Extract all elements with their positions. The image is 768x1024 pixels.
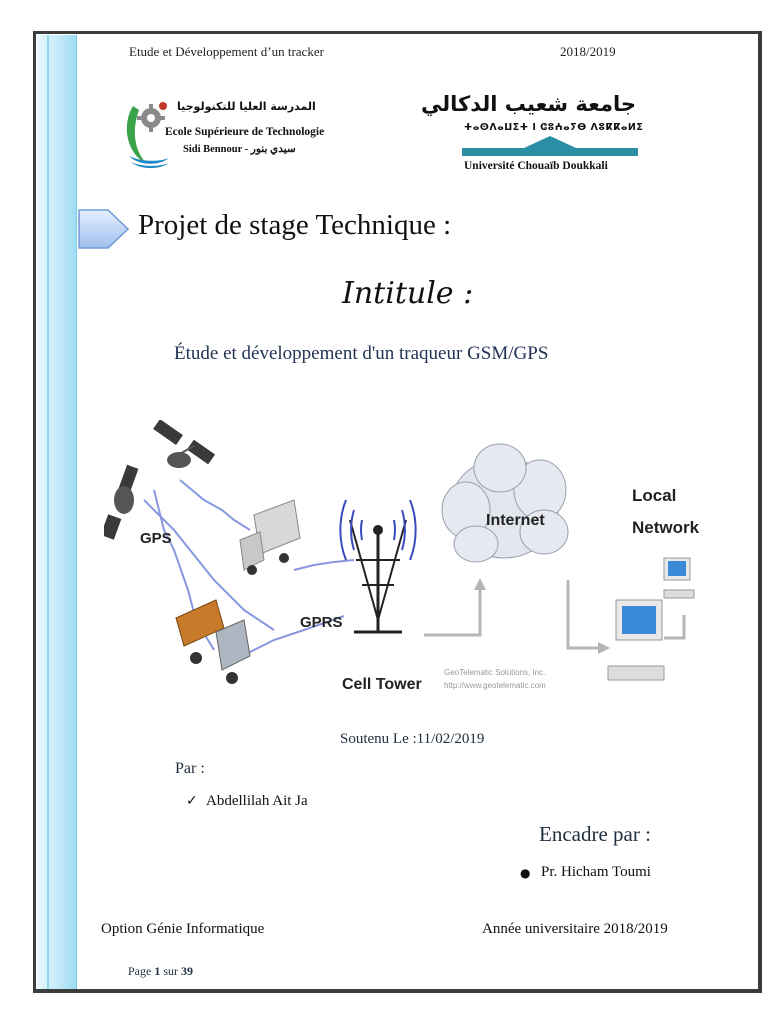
gps-tracking-diagram [104, 420, 704, 705]
university-logo [421, 92, 644, 178]
page-title: Projet de stage Technique : [138, 209, 452, 241]
title-arrow-icon [78, 207, 130, 251]
header-doc-title: Etude et Développement d’un tracker [129, 44, 324, 59]
internet-cloud-icon [442, 444, 568, 562]
student-name: Abdellilah Ait Ja [206, 793, 308, 809]
truck-icon [176, 600, 250, 684]
page-number: Page 1 sur 39 [128, 964, 193, 978]
truck-icon [240, 500, 300, 575]
est-logo [125, 96, 325, 170]
est-name: Ecole Supérieure de Technologie [165, 126, 325, 138]
defense-date: Soutenu Le :11/02/2019 [340, 731, 485, 747]
bullet-icon: ● [520, 866, 531, 880]
cell-tower-icon [340, 500, 415, 632]
supervisor-name: Pr. Hicham Toumi [541, 864, 651, 880]
encadre-label: Encadre par : [539, 822, 651, 846]
footer-option: Option Génie Informatique [101, 921, 265, 937]
satellite-icon [153, 420, 215, 468]
computer-icon [608, 600, 664, 680]
diagram-gprs-label: GPRS [300, 614, 343, 631]
satellite-icon [104, 465, 138, 540]
project-subtitle: Étude et développement d'un traqueur GSM/GPS [174, 343, 549, 364]
header-year: 2018/2019 [560, 44, 616, 59]
est-city: Sidi Bennour - سيدي بنور [183, 144, 296, 155]
est-arabic-name: المدرسة العليا للتكنولوجيا [177, 100, 316, 113]
intitule-heading: Intitule : [342, 276, 474, 311]
diagram-internet-label: Internet [486, 512, 545, 529]
university-tifinagh-name: ⵜⴰⵙⴷⴰⵡⵉⵜ ⵏ ⵛⵓⵄⴰⵢⴱ ⴷⵓⴽⴽⴰⵍⵉ [464, 122, 644, 133]
checkmark-icon: ✓ [186, 793, 198, 809]
university-arabic-name: جامعة شعيب الدكالي [421, 92, 636, 116]
diagram-network-label: Network [632, 518, 700, 537]
computer-icon [664, 558, 694, 598]
footer-academic-year: Année universitaire 2018/2019 [482, 921, 668, 937]
university-emblem-icon [462, 136, 638, 158]
diagram-credit-company: GeoTelematic Solutions, Inc. [444, 668, 546, 677]
diagram-credit-url: http://www.geotelematic.com [444, 681, 546, 690]
par-label: Par : [175, 760, 205, 777]
diagram-local-label: Local [632, 486, 677, 505]
university-name: Université Chouaïb Doukkali [464, 160, 608, 172]
diagram-gps-label: GPS [140, 530, 172, 547]
diagram-cell-tower-label: Cell Tower [342, 676, 422, 693]
